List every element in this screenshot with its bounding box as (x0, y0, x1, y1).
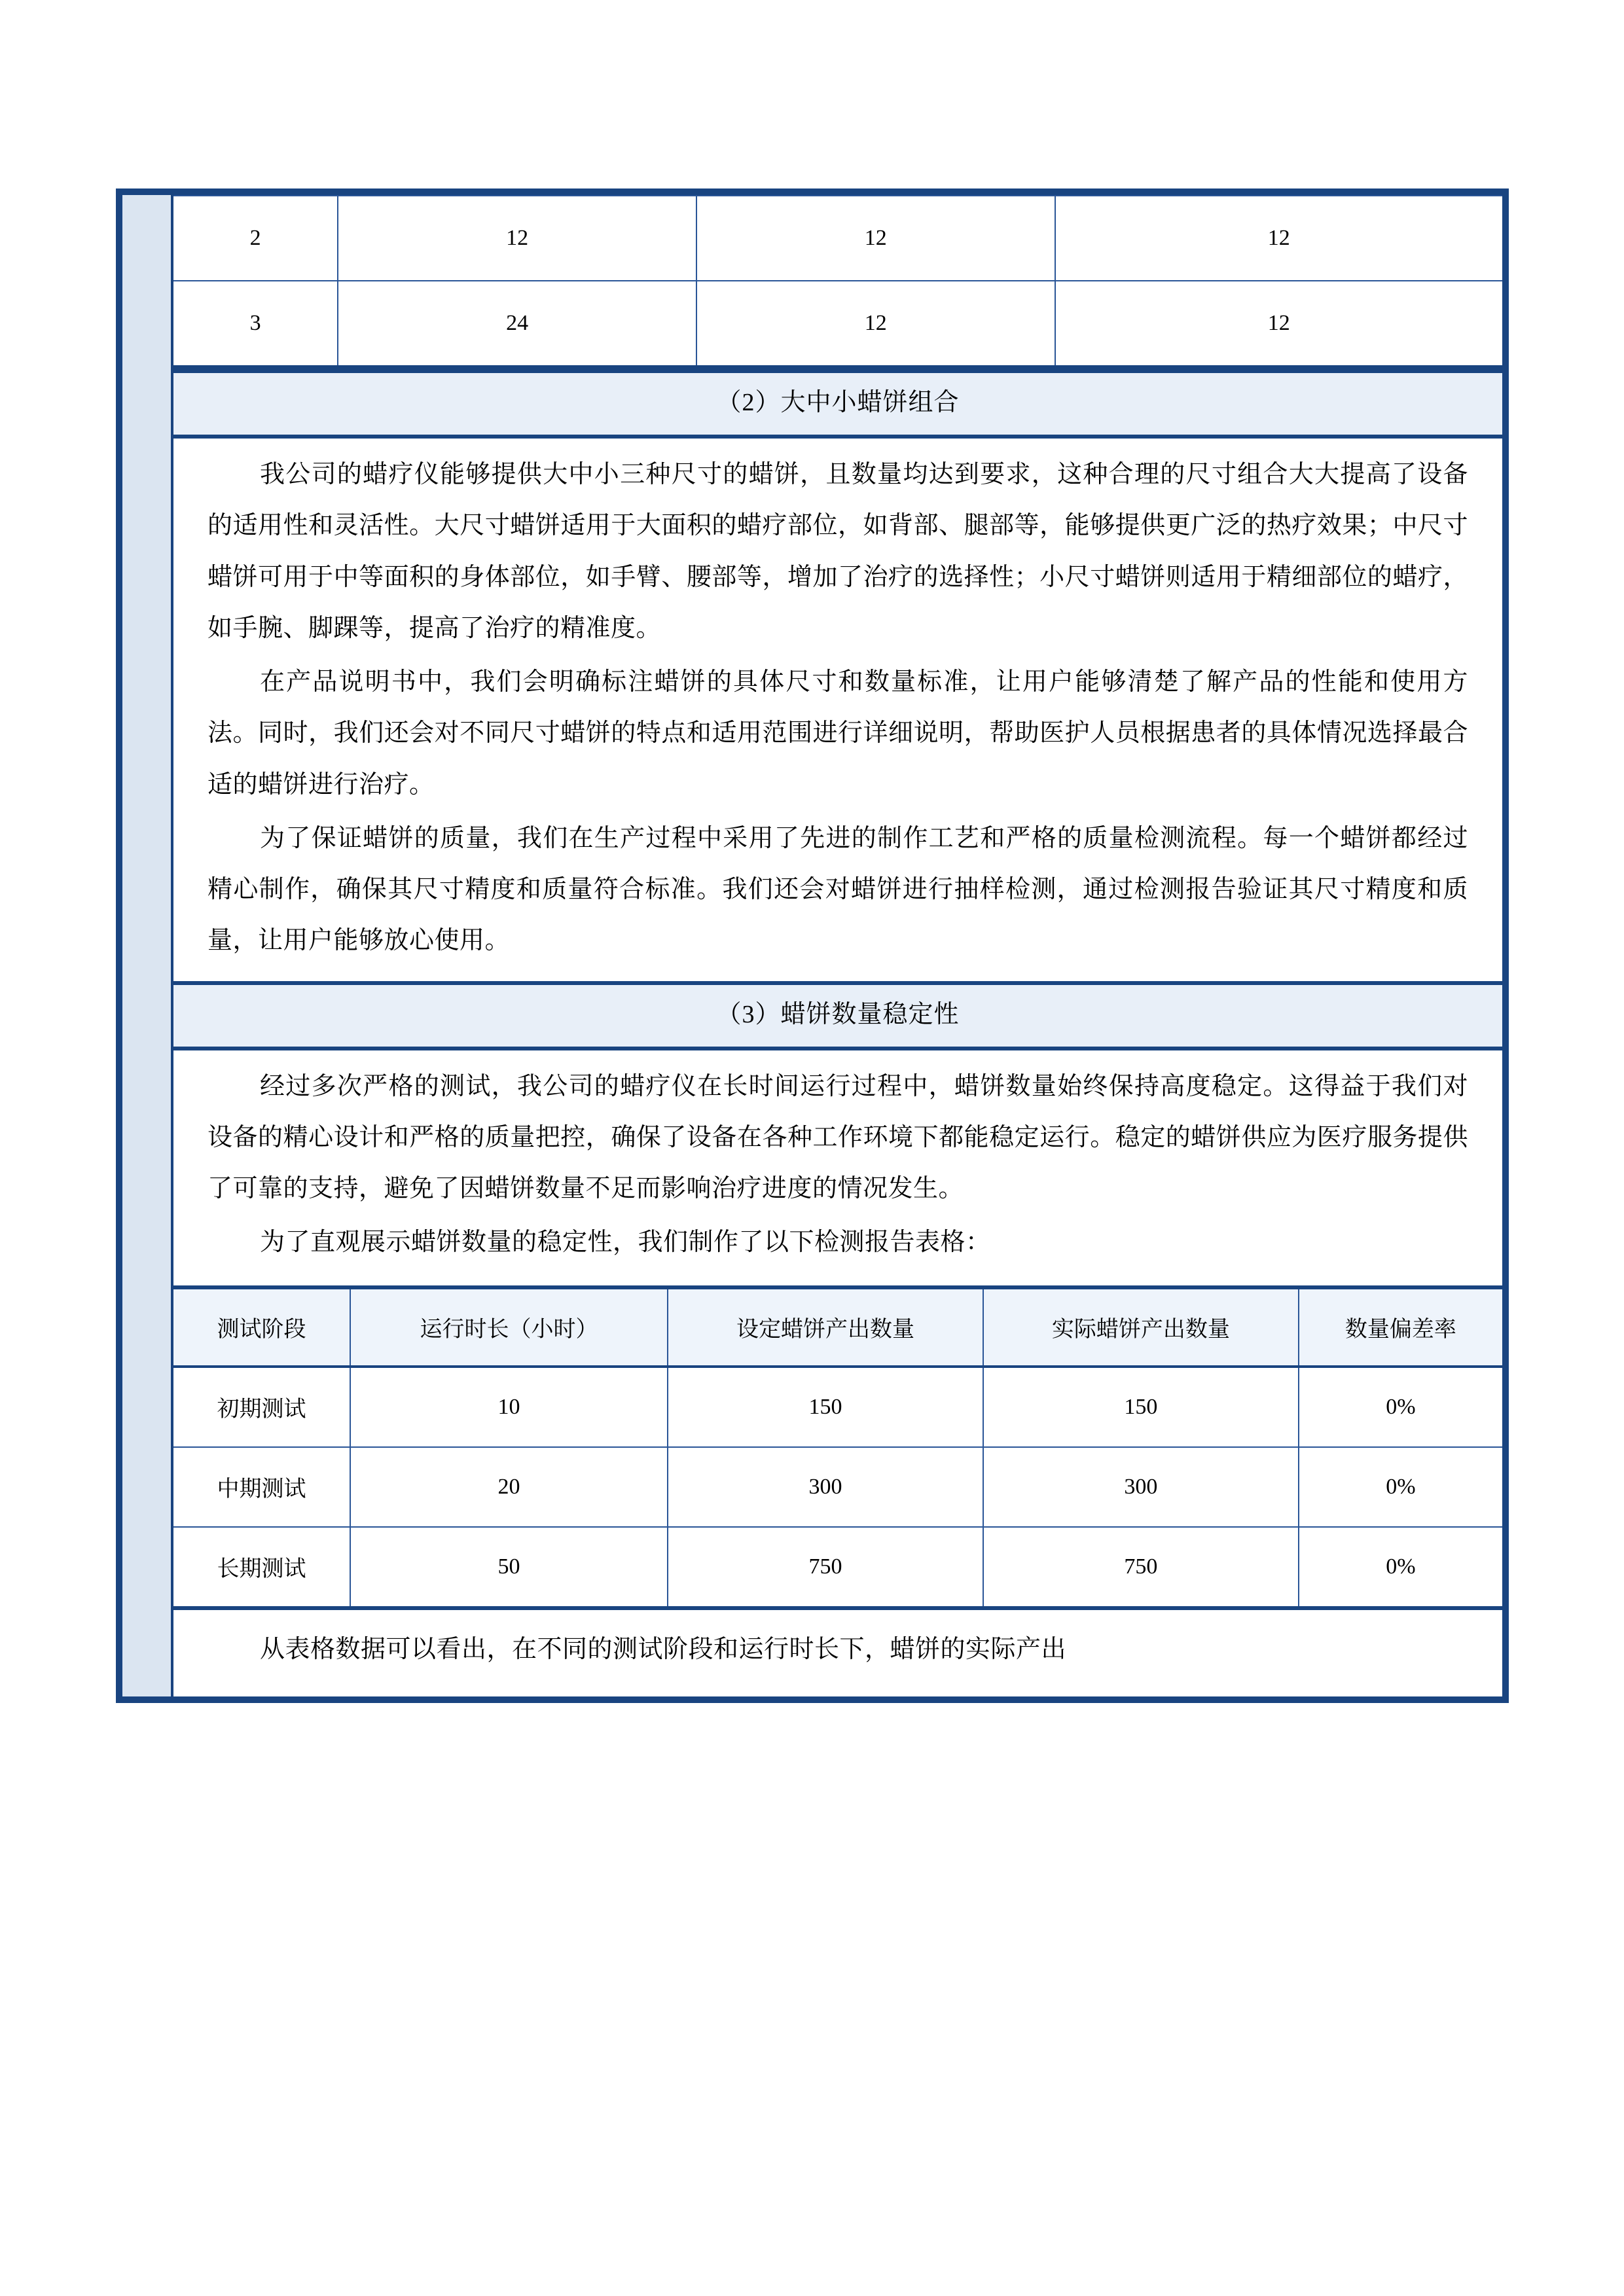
table-cell: 50 (350, 1527, 668, 1608)
table-cell: 150 (668, 1367, 983, 1447)
table-cell: 0% (1299, 1447, 1502, 1527)
table-cell: 12 (1055, 196, 1502, 281)
table-cell: 20 (350, 1447, 668, 1527)
table-cell: 750 (668, 1527, 983, 1608)
detection-report-table (173, 1285, 1502, 1610)
table-cell: 0% (1299, 1527, 1502, 1608)
left-decorative-rail (122, 195, 173, 1696)
section-heading-3: （3）蜡饼数量稳定性 (173, 981, 1502, 1050)
table-cell: 24 (338, 281, 696, 367)
table-cell: 3 (173, 281, 338, 367)
table-row (173, 1447, 1502, 1527)
table-row (173, 281, 1502, 367)
table-row (173, 1367, 1502, 1447)
table-cell: 300 (668, 1447, 983, 1527)
paragraph: 为了保证蜡饼的质量，我们在生产过程中采用了先进的制作工艺和严格的质量检测流程。每一个蜡饼都经过精心制作，确保其尺寸精度和质量符合标准。我们还会对蜡饼进行抽样检测，通过检测报告验证其尺寸精度和质量，让用户能够放心使用。 (208, 824, 1468, 955)
table-cell: 300 (983, 1447, 1299, 1527)
document-content-column (173, 195, 1502, 1696)
table-cell: 长期测试 (173, 1527, 350, 1608)
table-cell: 12 (1055, 281, 1502, 367)
column-header-deviation-rate: 数量偏差率 (1299, 1287, 1502, 1367)
table-row (173, 196, 1502, 281)
size-quantity-table (173, 195, 1502, 369)
table-cell: 2 (173, 196, 338, 281)
paragraph: 我公司的蜡疗仪能够提供大中小三种尺寸的蜡饼，且数量均达到要求，这种合理的尺寸组合大大提高了设备的适用性和灵活性。大尺寸蜡饼适用于大面积的蜡疗部位，如背部、腿部等，能够提供更广泛的热疗效果；中尺寸蜡饼可用于中等面积的身体部位，如手臂、腰部等，增加了治疗的选择性；小尺寸蜡饼则适用于精细部位的蜡疗，如手腕、脚踝等，提高了治疗的精准度。 (208, 461, 1468, 642)
table-cell: 150 (983, 1367, 1299, 1447)
table-cell: 10 (350, 1367, 668, 1447)
paragraph: 为了直观展示蜡饼数量的稳定性，我们制作了以下检测报告表格： (260, 1229, 991, 1257)
table-header-row (173, 1287, 1502, 1367)
paragraph: 经过多次严格的测试，我公司的蜡疗仪在长时间运行过程中，蜡饼数量始终保持高度稳定。这得益于我们对设备的精心设计和严格的质量把控，确保了设备在各种工作环境下都能稳定运行。稳定的蜡饼供应为医疗服务提供了可靠的支持，避免了因蜡饼数量不足而影响治疗进度的情况发生。 (208, 1072, 1468, 1203)
table-cell: 0% (1299, 1367, 1502, 1447)
section-2-body (173, 439, 1502, 981)
table-cell: 750 (983, 1527, 1299, 1608)
table-cell: 中期测试 (173, 1447, 350, 1527)
column-header-runtime-hours: 运行时长（小时） (350, 1287, 668, 1367)
closing-paragraph-block (173, 1610, 1502, 1696)
column-header-actual-output-qty: 实际蜡饼产出数量 (983, 1287, 1299, 1367)
section-heading-2: （2）大中小蜡饼组合 (173, 369, 1502, 439)
table-cell: 初期测试 (173, 1367, 350, 1447)
column-header-set-output-qty: 设定蜡饼产出数量 (668, 1287, 983, 1367)
paragraph: 在产品说明书中，我们会明确标注蜡饼的具体尺寸和数量标准，让用户能够清楚了解产品的性能和使用方法。同时，我们还会对不同尺寸蜡饼的特点和适用范围进行详细说明，帮助医护人员根据患者的具体情况选择最合适的蜡饼进行治疗。 (208, 668, 1468, 798)
table-cell: 12 (338, 196, 696, 281)
paragraph: 从表格数据可以看出，在不同的测试阶段和运行时长下，蜡饼的实际产出 (260, 1635, 1067, 1663)
table-cell: 12 (696, 196, 1055, 281)
table-cell: 12 (696, 281, 1055, 367)
column-header-test-stage: 测试阶段 (173, 1287, 350, 1367)
section-3-body (173, 1050, 1502, 1285)
table-row (173, 1527, 1502, 1608)
document-outer-frame (116, 188, 1509, 1703)
